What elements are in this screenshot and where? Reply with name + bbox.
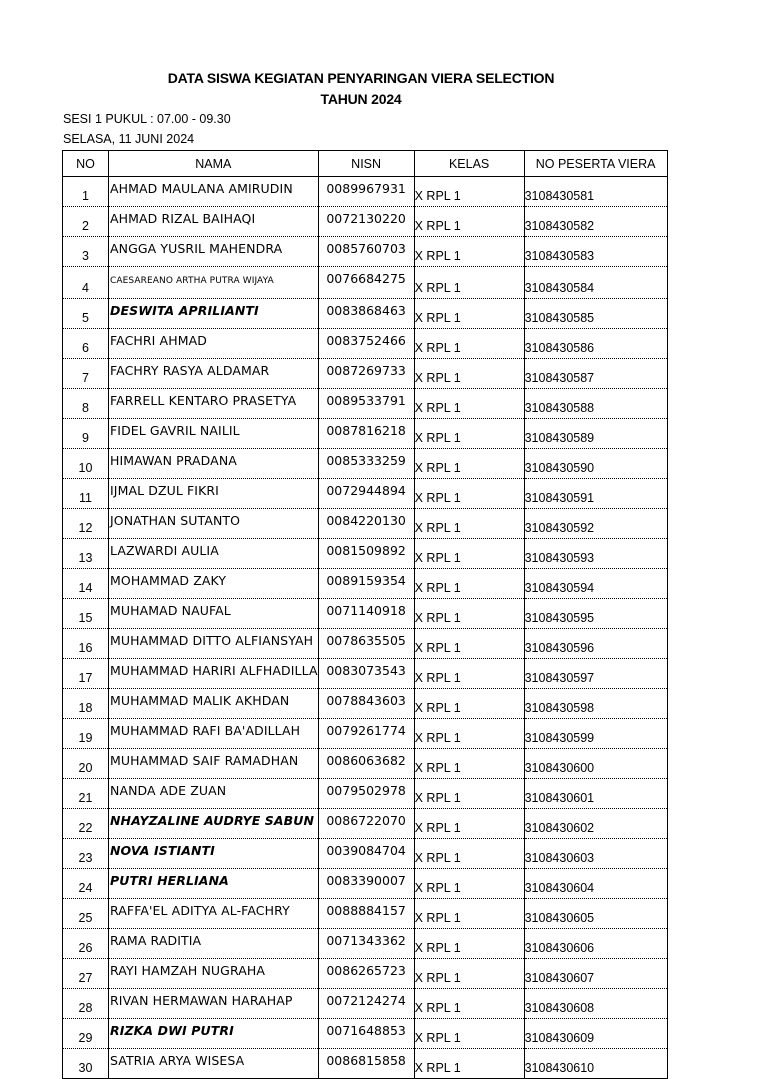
cell-nisn: 0071343362 [318, 929, 414, 959]
cell-nisn: 0089159354 [318, 569, 414, 599]
cell-kelas: X RPL 1 [414, 959, 524, 989]
cell-kelas: X RPL 1 [414, 389, 524, 419]
cell-no: 29 [63, 1019, 109, 1049]
cell-no: 9 [63, 419, 109, 449]
cell-nama: MUHAMMAD MALIK AKHDAN [109, 689, 319, 719]
cell-no: 21 [63, 779, 109, 809]
cell-no: 10 [63, 449, 109, 479]
cell-no-peserta: 3108430605 [524, 899, 667, 929]
cell-kelas: X RPL 1 [414, 659, 524, 689]
table-row [63, 869, 668, 899]
cell-nisn: 0083073543 [318, 659, 414, 689]
table-row [63, 359, 668, 389]
cell-nama: FARRELL KENTARO PRASETYA [109, 389, 319, 419]
cell-no-peserta: 3108430607 [524, 959, 667, 989]
cell-nisn: 0072130220 [318, 207, 414, 237]
table-row [63, 1019, 668, 1049]
cell-kelas: X RPL 1 [414, 569, 524, 599]
cell-no: 23 [63, 839, 109, 869]
cell-kelas: X RPL 1 [414, 899, 524, 929]
cell-no: 11 [63, 479, 109, 509]
cell-nama: RAMA RADITIA [109, 929, 319, 959]
cell-kelas: X RPL 1 [414, 237, 524, 267]
session-date: SELASA, 11 JUNI 2024 [63, 132, 195, 146]
cell-no-peserta: 3108430595 [524, 599, 667, 629]
cell-nama: NHAYZALINE AUDRYE SABUN [109, 809, 319, 839]
cell-kelas: X RPL 1 [414, 719, 524, 749]
cell-no: 5 [63, 299, 109, 329]
cell-kelas: X RPL 1 [414, 207, 524, 237]
cell-nama: CAESAREANO ARTHA PUTRA WIJAYA [109, 267, 319, 299]
cell-kelas: X RPL 1 [414, 689, 524, 719]
cell-kelas: X RPL 1 [414, 359, 524, 389]
cell-nama: FACHRI AHMAD [109, 329, 319, 359]
cell-kelas: X RPL 1 [414, 779, 524, 809]
table-row [63, 449, 668, 479]
cell-nisn: 0083752466 [318, 329, 414, 359]
cell-kelas: X RPL 1 [414, 1019, 524, 1049]
table-row [63, 839, 668, 869]
cell-no-peserta: 3108430598 [524, 689, 667, 719]
cell-nama: JONATHAN SUTANTO [109, 509, 319, 539]
cell-nama: LAZWARDI AULIA [109, 539, 319, 569]
table-row [63, 989, 668, 1019]
cell-nisn: 0079261774 [318, 719, 414, 749]
cell-nama: RAFFA'EL ADITYA AL-FACHRY [109, 899, 319, 929]
cell-kelas: X RPL 1 [414, 869, 524, 899]
cell-nama: ANGGA YUSRIL MAHENDRA [109, 237, 319, 267]
cell-nama: MOHAMMAD ZAKY [109, 569, 319, 599]
table-row [63, 569, 668, 599]
cell-kelas: X RPL 1 [414, 989, 524, 1019]
cell-no: 12 [63, 509, 109, 539]
table-row [63, 479, 668, 509]
cell-no-peserta: 3108430604 [524, 869, 667, 899]
table-row [63, 899, 668, 929]
cell-no: 3 [63, 237, 109, 267]
table-row [63, 299, 668, 329]
table-row [63, 809, 668, 839]
cell-nisn: 0076684275 [318, 267, 414, 299]
cell-no-peserta: 3108430602 [524, 809, 667, 839]
header-no-peserta: NO PESERTA VIERA [524, 151, 667, 177]
cell-no: 17 [63, 659, 109, 689]
cell-no: 27 [63, 959, 109, 989]
cell-no-peserta: 3108430596 [524, 629, 667, 659]
cell-no: 25 [63, 899, 109, 929]
cell-no-peserta: 3108430585 [524, 299, 667, 329]
table-row [63, 719, 668, 749]
cell-no-peserta: 3108430592 [524, 509, 667, 539]
cell-no-peserta: 3108430588 [524, 389, 667, 419]
cell-no-peserta: 3108430591 [524, 479, 667, 509]
cell-no-peserta: 3108430599 [524, 719, 667, 749]
cell-nisn: 0081509892 [318, 539, 414, 569]
cell-no: 22 [63, 809, 109, 839]
cell-kelas: X RPL 1 [414, 839, 524, 869]
cell-kelas: X RPL 1 [414, 629, 524, 659]
cell-kelas: X RPL 1 [414, 299, 524, 329]
cell-no: 6 [63, 329, 109, 359]
cell-kelas: X RPL 1 [414, 1049, 524, 1079]
cell-nama: HIMAWAN PRADANA [109, 449, 319, 479]
cell-no-peserta: 3108430609 [524, 1019, 667, 1049]
cell-kelas: X RPL 1 [414, 177, 524, 207]
cell-no: 4 [63, 267, 109, 299]
cell-nama: FIDEL GAVRIL NAILIL [109, 419, 319, 449]
cell-nama: FACHRY RASYA ALDAMAR [109, 359, 319, 389]
cell-no: 26 [63, 929, 109, 959]
cell-nama: MUHAMMAD RAFI BA'ADILLAH [109, 719, 319, 749]
student-table [62, 150, 668, 1079]
cell-no: 14 [63, 569, 109, 599]
cell-no: 16 [63, 629, 109, 659]
table-row [63, 267, 668, 299]
cell-kelas: X RPL 1 [414, 329, 524, 359]
cell-no-peserta: 3108430603 [524, 839, 667, 869]
cell-nama: PUTRI HERLIANA [109, 869, 319, 899]
cell-nama: IJMAL DZUL FIKRI [109, 479, 319, 509]
table-row [63, 929, 668, 959]
cell-nama: AHMAD MAULANA AMIRUDIN [109, 177, 319, 207]
cell-kelas: X RPL 1 [414, 929, 524, 959]
cell-nama: SATRIA ARYA WISESA [109, 1049, 319, 1079]
cell-no-peserta: 3108430597 [524, 659, 667, 689]
cell-no-peserta: 3108430582 [524, 207, 667, 237]
cell-nama: RIZKA DWI PUTRI [109, 1019, 319, 1049]
cell-no-peserta: 3108430584 [524, 267, 667, 299]
header-nisn: NISN [318, 151, 414, 177]
cell-kelas: X RPL 1 [414, 749, 524, 779]
table-row [63, 599, 668, 629]
document-title: DATA SISWA KEGIATAN PENYARINGAN VIERA SELECTION [167, 70, 555, 86]
header-no: NO [63, 151, 109, 177]
cell-nisn: 0084220130 [318, 509, 414, 539]
cell-kelas: X RPL 1 [414, 449, 524, 479]
cell-no: 28 [63, 989, 109, 1019]
table-row [63, 329, 668, 359]
cell-nama: RAYI HAMZAH NUGRAHA [109, 959, 319, 989]
cell-nisn: 0089533791 [318, 389, 414, 419]
table-row [63, 237, 668, 267]
cell-kelas: X RPL 1 [414, 419, 524, 449]
table-row [63, 177, 668, 207]
cell-nisn: 0087269733 [318, 359, 414, 389]
cell-nisn: 0088884157 [318, 899, 414, 929]
cell-no: 13 [63, 539, 109, 569]
table-row [63, 419, 668, 449]
cell-nisn: 0086063682 [318, 749, 414, 779]
table-header-row [63, 151, 668, 177]
cell-no: 19 [63, 719, 109, 749]
cell-nama: NOVA ISTIANTI [109, 839, 319, 869]
cell-no: 18 [63, 689, 109, 719]
table-row [63, 689, 668, 719]
cell-nisn: 0089967931 [318, 177, 414, 207]
cell-nama: MUHAMMAD DITTO ALFIANSYAH [109, 629, 319, 659]
cell-kelas: X RPL 1 [414, 267, 524, 299]
cell-nisn: 0083390007 [318, 869, 414, 899]
cell-kelas: X RPL 1 [414, 509, 524, 539]
cell-nisn: 0071648853 [318, 1019, 414, 1049]
table-row [63, 539, 668, 569]
cell-no: 8 [63, 389, 109, 419]
table-body [63, 177, 668, 1079]
cell-no-peserta: 3108430583 [524, 237, 667, 267]
cell-kelas: X RPL 1 [414, 599, 524, 629]
cell-nisn: 0071140918 [318, 599, 414, 629]
table-row [63, 629, 668, 659]
table-row [63, 779, 668, 809]
cell-no: 24 [63, 869, 109, 899]
cell-no: 1 [63, 177, 109, 207]
cell-nama: MUHAMMAD SAIF RAMADHAN [109, 749, 319, 779]
table-row [63, 509, 668, 539]
cell-no: 30 [63, 1049, 109, 1079]
cell-nama: MUHAMMAD HARIRI ALFHADILLA [109, 659, 319, 689]
cell-nama: RIVAN HERMAWAN HARAHAP [109, 989, 319, 1019]
cell-no-peserta: 3108430589 [524, 419, 667, 449]
cell-no-peserta: 3108430590 [524, 449, 667, 479]
cell-no: 20 [63, 749, 109, 779]
cell-nisn: 0086722070 [318, 809, 414, 839]
cell-no-peserta: 3108430593 [524, 539, 667, 569]
cell-no: 7 [63, 359, 109, 389]
cell-nisn: 0085760703 [318, 237, 414, 267]
cell-nisn: 0086265723 [318, 959, 414, 989]
cell-nisn: 0072944894 [318, 479, 414, 509]
cell-nisn: 0039084704 [318, 839, 414, 869]
cell-nisn: 0085333259 [318, 449, 414, 479]
cell-nisn: 0079502978 [318, 779, 414, 809]
header-kelas: KELAS [414, 151, 524, 177]
cell-nisn: 0086815858 [318, 1049, 414, 1079]
cell-no-peserta: 3108430594 [524, 569, 667, 599]
cell-nama: NANDA ADE ZUAN [109, 779, 319, 809]
cell-nisn: 0078635505 [318, 629, 414, 659]
cell-no-peserta: 3108430601 [524, 779, 667, 809]
cell-nisn: 0087816218 [318, 419, 414, 449]
table-row [63, 659, 668, 689]
table-row [63, 749, 668, 779]
cell-kelas: X RPL 1 [414, 479, 524, 509]
cell-no-peserta: 3108430608 [524, 989, 667, 1019]
cell-no: 2 [63, 207, 109, 237]
cell-no-peserta: 3108430606 [524, 929, 667, 959]
cell-nisn: 0083868463 [318, 299, 414, 329]
header-nama: NAMA [109, 151, 319, 177]
cell-kelas: X RPL 1 [414, 809, 524, 839]
cell-no-peserta: 3108430610 [524, 1049, 667, 1079]
document-subtitle-year: TAHUN 2024 [320, 91, 402, 107]
cell-no-peserta: 3108430586 [524, 329, 667, 359]
cell-no: 15 [63, 599, 109, 629]
cell-kelas: X RPL 1 [414, 539, 524, 569]
session-info: SESI 1 PUKUL : 07.00 - 09.30 [63, 112, 231, 126]
cell-no-peserta: 3108430600 [524, 749, 667, 779]
cell-nama: DESWITA APRILIANTI [109, 299, 319, 329]
cell-no-peserta: 3108430581 [524, 177, 667, 207]
cell-nama: AHMAD RIZAL BAIHAQI [109, 207, 319, 237]
table-row [63, 959, 668, 989]
table-row [63, 207, 668, 237]
cell-nama: MUHAMAD NAUFAL [109, 599, 319, 629]
cell-nisn: 0078843603 [318, 689, 414, 719]
cell-no-peserta: 3108430587 [524, 359, 667, 389]
table-row [63, 1049, 668, 1079]
table-row [63, 389, 668, 419]
cell-nisn: 0072124274 [318, 989, 414, 1019]
